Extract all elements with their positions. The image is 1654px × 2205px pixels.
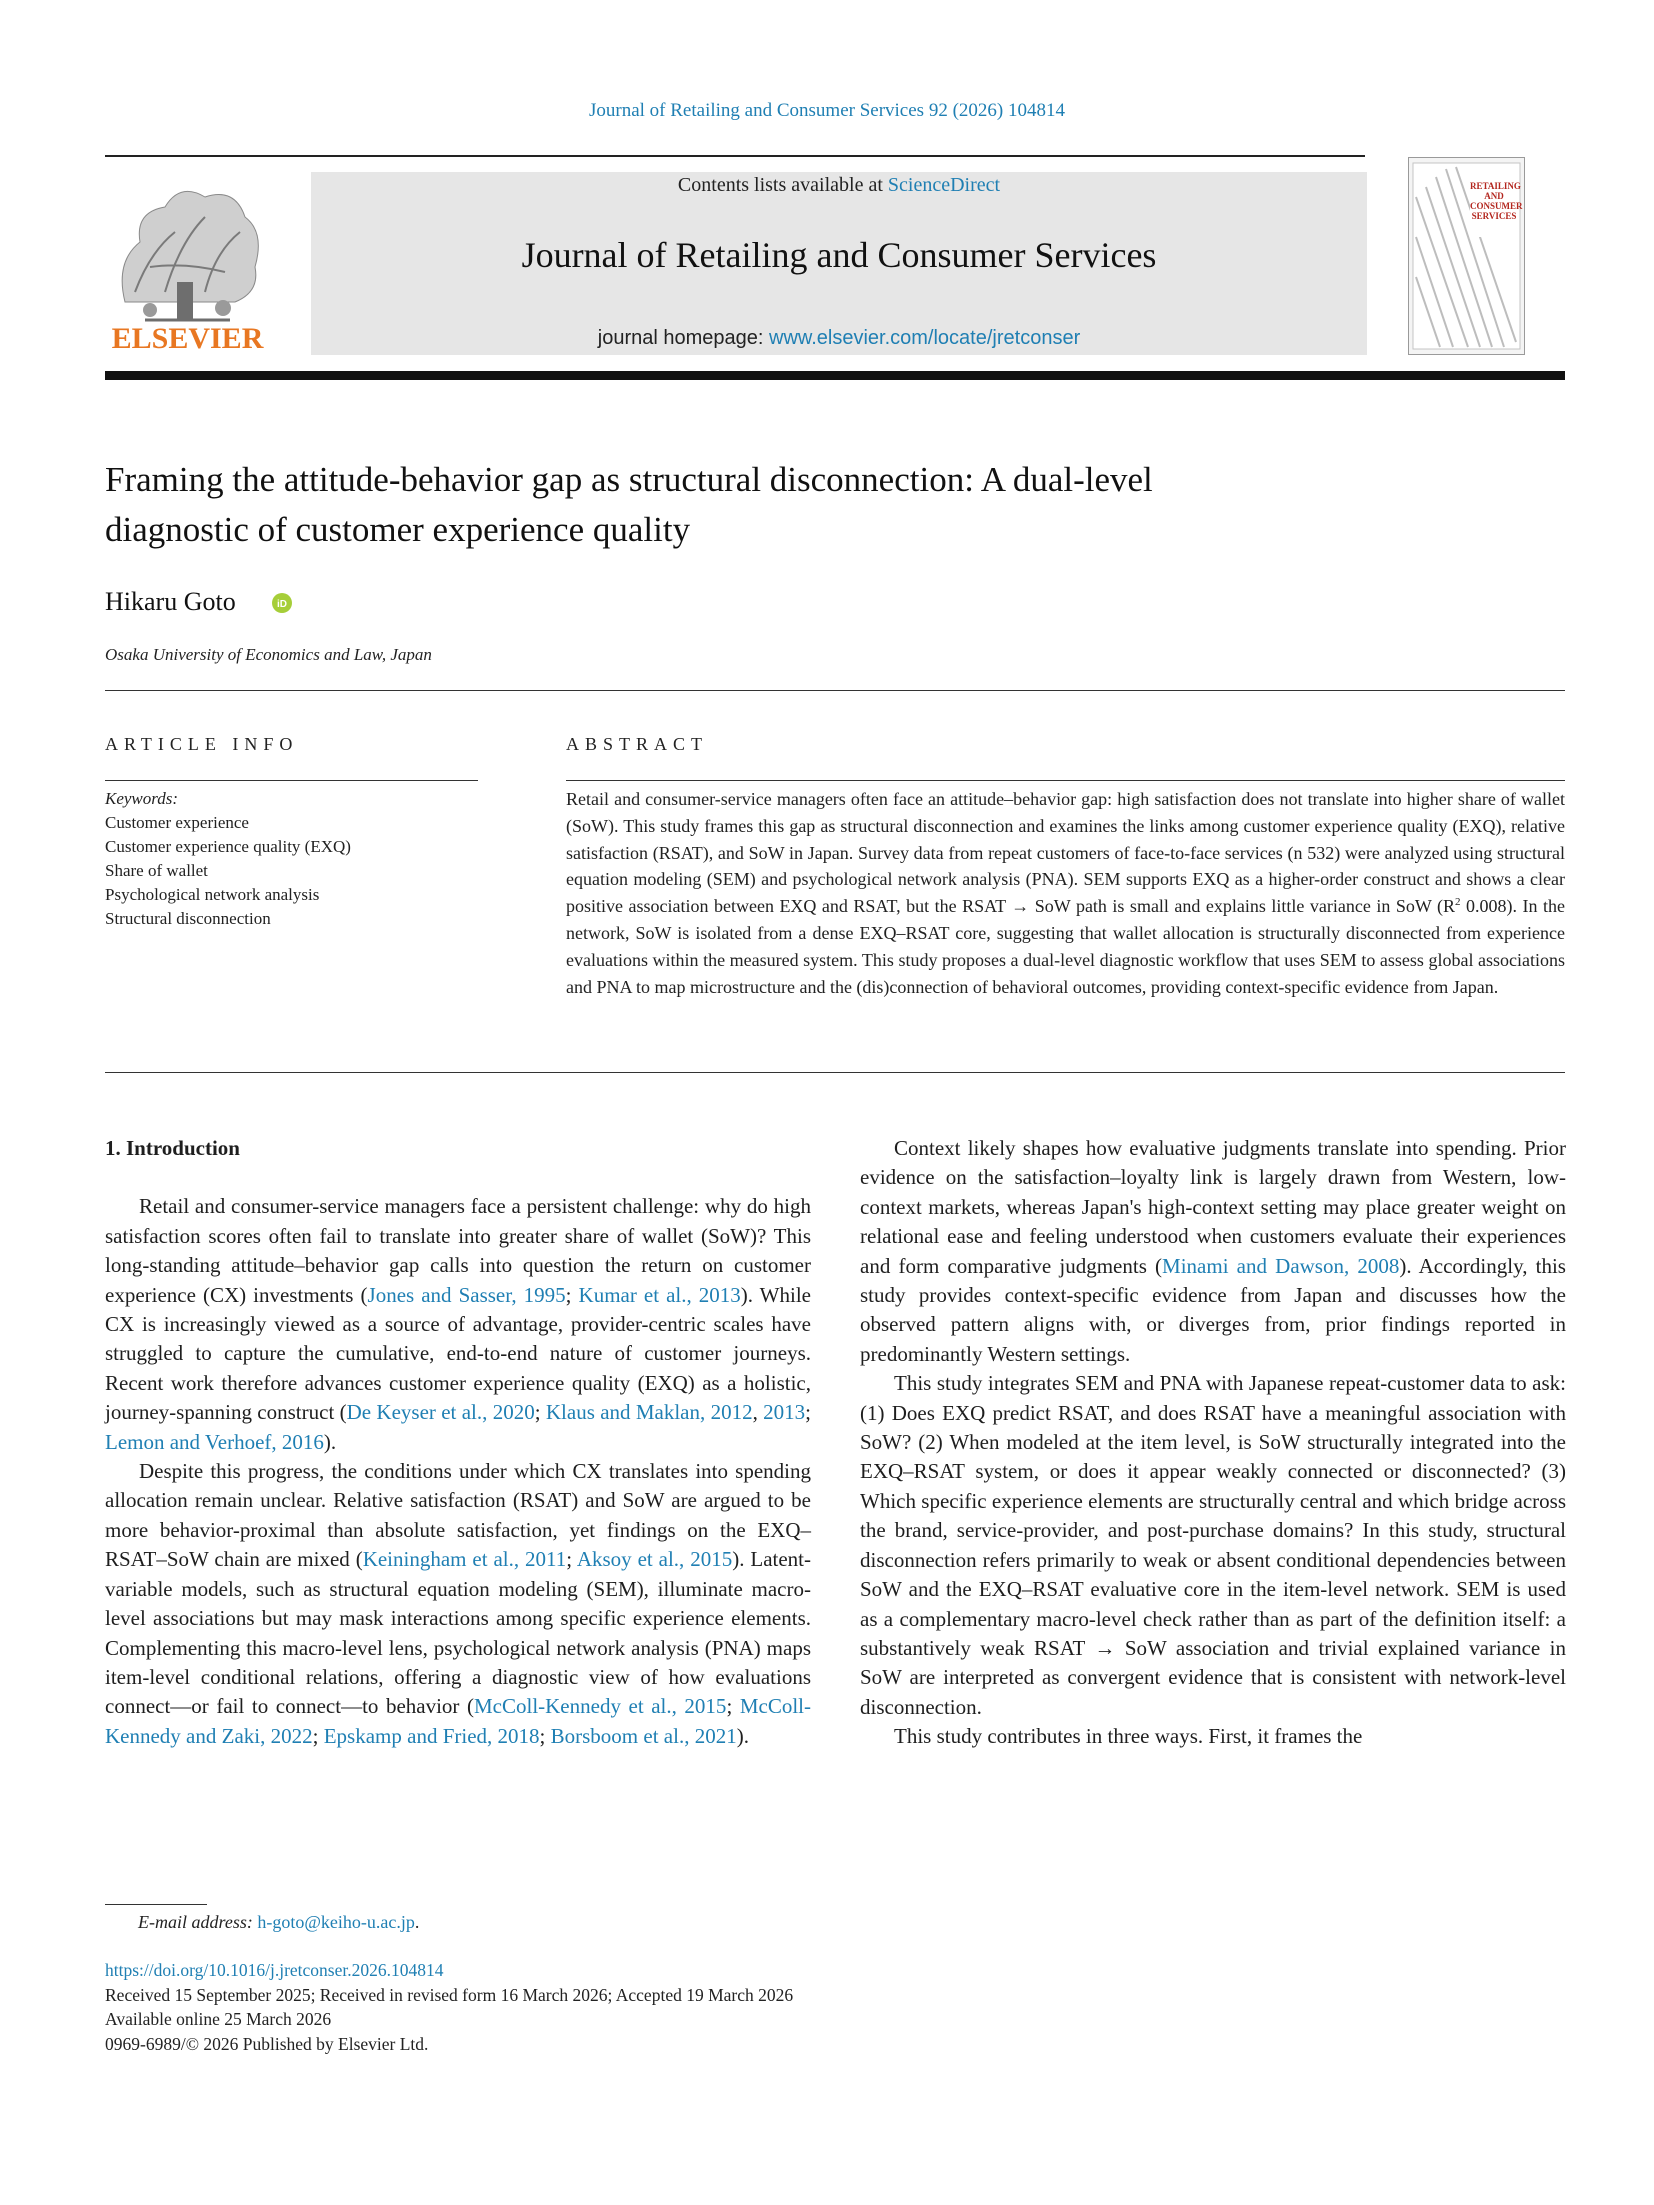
text-run: ; xyxy=(565,1282,579,1307)
paragraph xyxy=(105,1457,811,1751)
copyright: 0969-6989/© 2026 Published by Elsevier Ltd. xyxy=(105,2033,429,2054)
header-rule xyxy=(105,155,1365,157)
text-run: This study contributes in three ways. First, it frames the xyxy=(894,1724,1363,1749)
citation-link[interactable]: Epskamp and Fried, 2018 xyxy=(323,1723,540,1748)
abstract-text: Retail and consumer-service managers often face an attitude–behavior gap: high satisfaction does not translate into higher share of wallet (SoW). This study frames this gap as structural disconnection and examines the links among customer experience quality (EXQ), relative satisfaction (RSAT), and SoW in Japan. Survey data from repeat customers of face-to-face services (n 532) were analyzed using structural equation modeling (SEM) and psychological network analysis (PNA). SEM supports EXQ as a higher-order construct and shows a clear positive association between EXQ and RSAT, but the RSAT → SoW path is small and explains little variance in SoW ($R^2$ 0.008). In the network, SoW is isolated from a dense EXQ–RSAT core, suggesting that wallet allocation is structurally disconnected from experience evaluations within the measured system. This study proposes a dual-level diagnostic workflow that uses SEM to assess global associations and PNA to map microstructure and the (dis)connection of behavioral outcomes, providing context-specific evidence from Japan. xyxy=(566,789,1565,997)
author-affiliation: Osaka University of Economics and Law, Japan xyxy=(105,645,432,664)
abstract-rule xyxy=(566,780,1565,781)
paragraph xyxy=(860,1134,1566,1369)
text-run: ). Latent-variable models, such as structural equation modeling (SEM), illuminate macro-level associations but may mask interactions among specific experience elements. Complementing this macro-level lens, psychological network analysis (PNA) maps item-level conditional relations, offering a diagnostic view of how evaluations connect—or fail to connect—to behavior ( xyxy=(105,1547,811,1719)
keyword-item: Share of wallet xyxy=(105,861,208,880)
citation-link[interactable]: Borsboom et al., 2021 xyxy=(550,1723,737,1748)
abstract-bottom-rule xyxy=(105,1072,1565,1073)
title-rule xyxy=(105,690,1565,691)
journal-homepage: journal homepage: www.elsevier.com/locate/jretconser xyxy=(597,327,1081,349)
text-run: ; xyxy=(566,1547,577,1572)
citation-link[interactable]: Keiningham et al., 2011 xyxy=(362,1547,567,1572)
journal-citation[interactable]: Journal of Retailing and Consumer Services 92 (2026) 104814 xyxy=(589,100,1065,121)
received-dates: Received 15 September 2025; Received in revised form 16 March 2026; Accepted 19 March 2026 xyxy=(105,1984,794,2005)
citation-link[interactable]: 2013 xyxy=(763,1400,806,1425)
body-column-right xyxy=(860,1134,1566,1752)
author-name[interactable]: Hikaru Goto xyxy=(105,587,236,616)
homepage-link[interactable]: www.elsevier.com/locate/jretconser xyxy=(769,327,1081,349)
text-run: ). While CX is increasingly viewed as a source of advantage, provider-centric scales have struggled to capture the cumulative, end-to-end nature of customer journeys. Recent work therefore advances customer experience quality (EXQ) as a holistic, journey-spanning construct ( xyxy=(105,1282,811,1425)
citation-link[interactable]: Aksoy et al., 2015 xyxy=(576,1547,733,1572)
text-run: ; xyxy=(312,1723,324,1748)
svg-text:iD: iD xyxy=(277,599,287,610)
article-title: Framing the attitude-behavior gap as structural disconnection: A dual-level diagnostic of customer experience quality xyxy=(105,460,1153,549)
doi-link[interactable]: https://doi.org/10.1016/j.jretconser.2026.104814 xyxy=(105,1960,444,1980)
keywords-label: Keywords: xyxy=(105,789,179,808)
citation-link[interactable]: Lemon and Verhoef, 2016 xyxy=(105,1429,324,1454)
text-run: ; xyxy=(534,1400,546,1425)
article-info-rule xyxy=(105,780,478,781)
text-run: Despite this progress, the conditions under which CX translates into spending allocation remain unclear. Relative satisfaction (RSAT) and SoW are argued to be more behavior-proximal than absolute satisfaction, yet findings on the EXQ–RSAT–SoW chain are mixed ( xyxy=(105,1459,811,1572)
citation-link[interactable]: McColl-Kennedy et al., 2015 xyxy=(473,1694,727,1719)
paragraph xyxy=(860,1722,1566,1751)
superscript-2: 2 xyxy=(1455,896,1461,909)
elsevier-wordmark: ELSEVIER xyxy=(111,322,264,355)
email-footnote: E-mail address: h-goto@keiho-u.ac.jp. xyxy=(138,1912,420,1932)
footnote-rule xyxy=(105,1904,207,1905)
abstract-heading: ABSTRACT xyxy=(566,734,709,754)
citation-link[interactable]: Jones and Sasser, 1995 xyxy=(367,1282,566,1307)
available-online: Available online 25 March 2026 xyxy=(105,2009,332,2029)
citation-link[interactable]: Kumar et al., 2013 xyxy=(578,1282,741,1307)
text-run: Context likely shapes how evaluative judgments translate into spending. Prior evidence on the satisfaction–loyalty link is largely drawn from Western, low-context markets, whereas Japan's high-context setting may place greater weight on relational ease and feeling understood when customers evaluate their experiences and form comparative judgments ( xyxy=(860,1136,1566,1278)
journal-cover[interactable] xyxy=(1408,157,1525,355)
email-link[interactable]: h-goto@keiho-u.ac.jp xyxy=(257,1912,415,1932)
paragraph xyxy=(860,1369,1566,1722)
text-run: ; xyxy=(726,1694,740,1719)
text-run: ). xyxy=(736,1723,749,1748)
body-column-left xyxy=(105,1134,811,1751)
orcid-icon[interactable] xyxy=(271,592,293,614)
text-run: ; xyxy=(539,1723,551,1748)
header-thick-rule xyxy=(105,371,1565,380)
journal-banner xyxy=(311,172,1367,355)
citation-link[interactable]: McColl-Kennedy and Zaki, 2022 xyxy=(105,1694,811,1748)
article-info-heading: ARTICLE INFO xyxy=(105,734,299,754)
citation-link[interactable]: De Keyser et al., 2020 xyxy=(346,1400,535,1425)
text-run: ). xyxy=(323,1429,337,1454)
keyword-item: Customer experience xyxy=(105,813,249,832)
text-run: , xyxy=(752,1400,764,1425)
citation-link[interactable]: Minami and Dawson, 2008 xyxy=(1162,1253,1400,1278)
text-run: Retail and consumer-service managers face a persistent challenge: why do high satisfaction scores often fail to translate into greater share of wallet (SoW)? This long-standing attitude–behavior gap calls into question the return on customer experience (CX) investments ( xyxy=(105,1194,811,1307)
paragraph xyxy=(105,1192,811,1457)
elsevier-logo[interactable] xyxy=(105,172,270,357)
keyword-item: Psychological network analysis xyxy=(105,885,320,904)
text-run: ; xyxy=(805,1400,811,1425)
text-run: This study integrates SEM and PNA with Japanese repeat-customer data to ask: (1) Does EXQ predict RSAT, and does RSAT have a meaningful association with SoW? (2) When modeled at the item level, is SoW structurally integrated into the EXQ–RSAT system, or does it appear weakly connected or disconnected? (3) Which specific experience elements are structurally central and which bridge across the brand, service-provider, and post-purchase domains? In this study, structural disconnection refers primarily to weak or absent conditional dependencies between SoW and the EXQ–RSAT evaluative core in the item-level network. SEM is used as a complementary macro-level check rather than as part of the definition itself: a substantively weak RSAT → SoW association and trivial explained variance in SoW are interpreted as convergent evidence that is consistent with network-level disconnection. xyxy=(860,1371,1566,1719)
section-heading-introduction: 1. Introduction xyxy=(105,1136,240,1160)
cover-title: RETAILING AND CONSUMER SERVICES xyxy=(1470,181,1523,221)
contents-line: Contents lists available at ScienceDirect xyxy=(677,174,1001,196)
text-run: ). Accordingly, this study provides context-specific evidence from Japan and discusses how the observed pattern aligns with, or diverges from, prior findings reported in predominantly Western settings. xyxy=(860,1253,1566,1366)
keywords-block xyxy=(105,787,351,931)
journal-name: Journal of Retailing and Consumer Services xyxy=(521,235,1157,275)
sciencedirect-link[interactable]: ScienceDirect xyxy=(887,174,1001,196)
keyword-item: Structural disconnection xyxy=(105,909,271,928)
keyword-item: Customer experience quality (EXQ) xyxy=(105,837,351,856)
publication-info xyxy=(105,1958,793,2056)
citation-link[interactable]: Klaus and Maklan, 2012 xyxy=(545,1400,753,1425)
